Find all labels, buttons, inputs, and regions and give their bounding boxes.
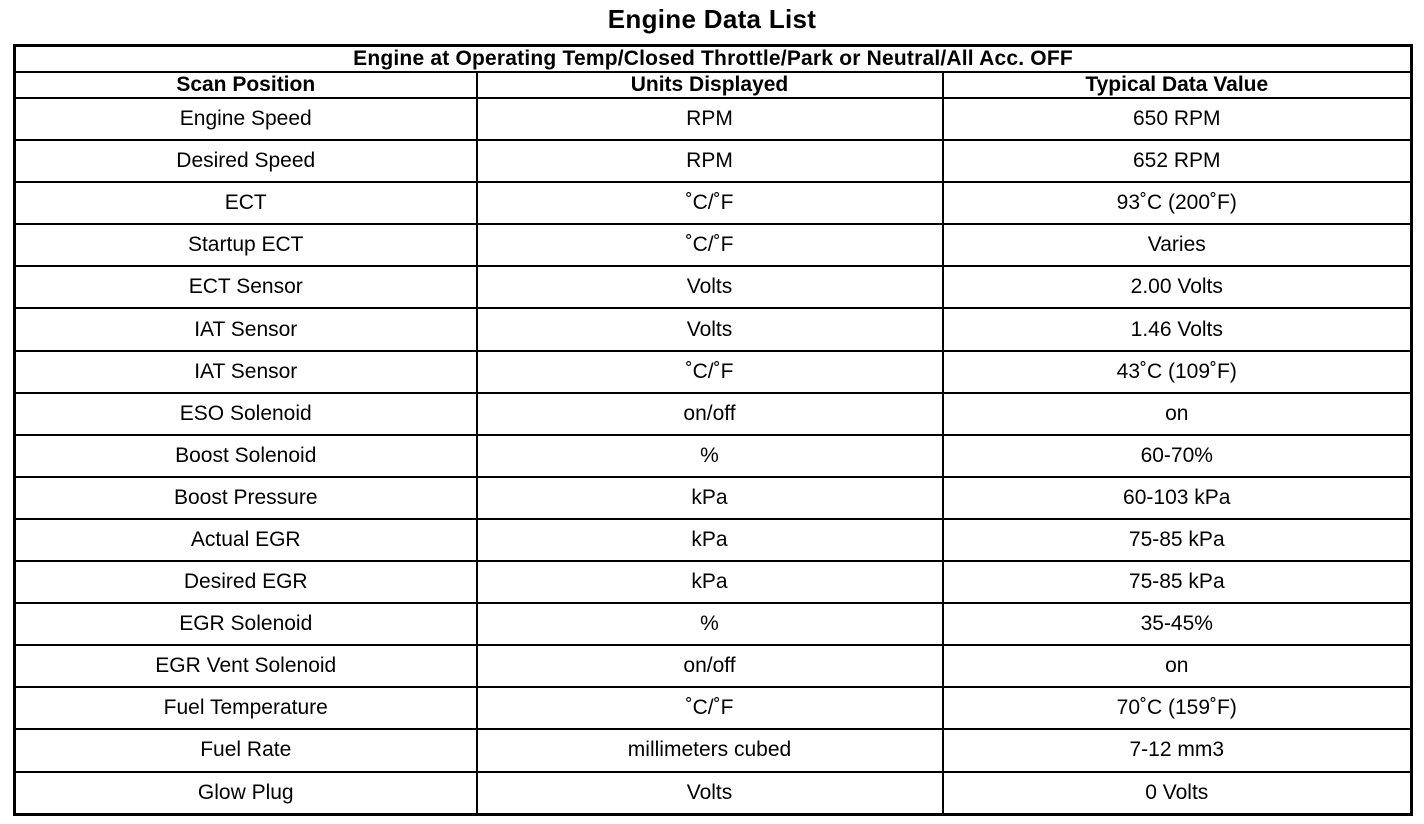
units-cell: kPa <box>477 561 943 603</box>
scan-position-cell: EGR Vent Solenoid <box>15 645 477 687</box>
scan-position-cell: EGR Solenoid <box>15 603 477 645</box>
typical-value-cell: 60-103 kPa <box>943 477 1412 519</box>
scan-position-cell: Desired EGR <box>15 561 477 603</box>
table-row <box>15 561 1412 603</box>
condition-header: Engine at Operating Temp/Closed Throttle/Park or Neutral/All Acc. OFF <box>15 46 1412 73</box>
typical-value-cell: 70˚C (159˚F) <box>943 687 1412 729</box>
units-cell: kPa <box>477 477 943 519</box>
scan-position-cell: Fuel Temperature <box>15 687 477 729</box>
table-row <box>15 182 1412 224</box>
typical-value-cell: 1.46 Volts <box>943 308 1412 350</box>
table-row <box>15 519 1412 561</box>
units-cell: % <box>477 603 943 645</box>
scan-position-cell: ESO Solenoid <box>15 393 477 435</box>
table-row <box>15 140 1412 182</box>
table-row <box>15 351 1412 393</box>
typical-value-cell: 35-45% <box>943 603 1412 645</box>
engine-data-table <box>13 44 1413 816</box>
column-header-scan-position: Scan Position <box>15 72 477 98</box>
units-cell: on/off <box>477 393 943 435</box>
scan-position-cell: Boost Solenoid <box>15 435 477 477</box>
typical-value-cell: 93˚C (200˚F) <box>943 182 1412 224</box>
units-cell: % <box>477 435 943 477</box>
table-row <box>15 266 1412 308</box>
scan-position-cell: ECT Sensor <box>15 266 477 308</box>
column-header-units-displayed: Units Displayed <box>477 72 943 98</box>
table-row <box>15 477 1412 519</box>
typical-value-cell: 652 RPM <box>943 140 1412 182</box>
scan-position-cell: Boost Pressure <box>15 477 477 519</box>
table-row <box>15 687 1412 729</box>
typical-value-cell: 2.00 Volts <box>943 266 1412 308</box>
table-row <box>15 645 1412 687</box>
units-cell: ˚C/˚F <box>477 351 943 393</box>
scan-position-cell: Actual EGR <box>15 519 477 561</box>
scan-position-cell: IAT Sensor <box>15 351 477 393</box>
units-cell: ˚C/˚F <box>477 687 943 729</box>
units-cell: Volts <box>477 308 943 350</box>
scan-position-cell: Desired Speed <box>15 140 477 182</box>
scan-position-cell: Startup ECT <box>15 224 477 266</box>
table-row <box>15 603 1412 645</box>
units-cell: millimeters cubed <box>477 729 943 771</box>
table-row <box>15 308 1412 350</box>
scan-position-cell: ECT <box>15 182 477 224</box>
typical-value-cell: Varies <box>943 224 1412 266</box>
typical-value-cell: 7-12 mm3 <box>943 729 1412 771</box>
column-header-typical-data-value: Typical Data Value <box>943 72 1412 98</box>
units-cell: RPM <box>477 140 943 182</box>
units-cell: ˚C/˚F <box>477 182 943 224</box>
units-cell: RPM <box>477 98 943 140</box>
table-row <box>15 224 1412 266</box>
units-cell: ˚C/˚F <box>477 224 943 266</box>
scan-position-cell: IAT Sensor <box>15 308 477 350</box>
scan-position-cell: Fuel Rate <box>15 729 477 771</box>
typical-value-cell: on <box>943 393 1412 435</box>
typical-value-cell: 43˚C (109˚F) <box>943 351 1412 393</box>
table-row <box>15 729 1412 771</box>
units-cell: kPa <box>477 519 943 561</box>
units-cell: Volts <box>477 266 943 308</box>
typical-value-cell: 650 RPM <box>943 98 1412 140</box>
table-row <box>15 772 1412 815</box>
typical-value-cell: 75-85 kPa <box>943 561 1412 603</box>
units-cell: on/off <box>477 645 943 687</box>
table-row <box>15 435 1412 477</box>
typical-value-cell: 60-70% <box>943 435 1412 477</box>
table-row <box>15 393 1412 435</box>
typical-value-cell: 0 Volts <box>943 772 1412 815</box>
scan-position-cell: Glow Plug <box>15 772 477 815</box>
page-title: Engine Data List <box>607 4 817 34</box>
scan-position-cell: Engine Speed <box>15 98 477 140</box>
typical-value-cell: 75-85 kPa <box>943 519 1412 561</box>
column-header-row <box>15 72 1412 98</box>
condition-row <box>15 46 1412 73</box>
typical-value-cell: on <box>943 645 1412 687</box>
table-row <box>15 98 1412 140</box>
units-cell: Volts <box>477 772 943 815</box>
